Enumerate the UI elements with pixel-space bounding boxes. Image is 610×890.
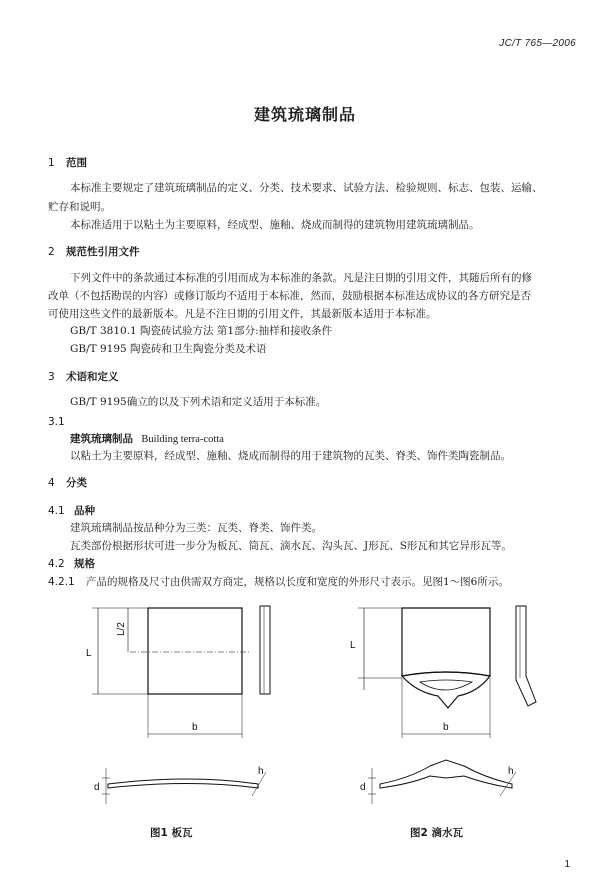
figure-2-drip-tile-drawing: [340, 598, 570, 828]
subsection-4-2-1-text: 产品的规格及尺寸由供需双方商定，规格以长度和宽度的外形尺寸表示。见图1～图6所示。: [86, 576, 509, 588]
reference-gbt-3810-1: GB/T 3810.1 陶瓷砖试验方法 第1部分:抽样和接收条件: [70, 325, 333, 337]
fig2-drip-inner: [420, 680, 472, 690]
figure-1-caption: 图1 板瓦: [150, 827, 193, 839]
fig1-tile-outline: [148, 608, 242, 694]
section-1-number: 1: [48, 157, 55, 169]
reference-gbt-9195: GB/T 9195 陶瓷砖和卫生陶瓷分类及术语: [70, 343, 267, 355]
fig2-label-h: h: [508, 766, 514, 777]
term-cn: 建筑琉璃制品: [70, 433, 133, 445]
subsection-4-1-heading: 品种: [74, 505, 95, 517]
section-4-heading: 分类: [66, 477, 87, 489]
subsection-3-1-number: 3.1: [48, 416, 65, 428]
subsection-4-2-1-number: 4.2.1: [48, 576, 75, 588]
section-3-number: 3: [48, 371, 55, 383]
fig1-label-h: h: [258, 766, 264, 777]
figure-1-plain-tile-drawing: [80, 598, 310, 828]
section-3-para1: GB/T 9195确立的以及下列术语和定义适用于本标准。: [70, 396, 327, 408]
subsection-4-1-para1: 建筑琉璃制品按品种分为三类：瓦类、脊类、饰件类。: [70, 522, 322, 534]
fig1-cross-section: [108, 779, 258, 788]
term-definition: 以粘土为主要原料，经成型、施釉、烧成而制得的用于建筑物的瓦类、脊类、饰件类陶瓷制品。: [70, 450, 511, 462]
subsection-4-2-number: 4.2: [48, 558, 65, 570]
fig1-side-view: [260, 606, 270, 694]
section-1-heading: 范围: [66, 157, 87, 169]
term-en: Building terra-cotta: [141, 434, 224, 445]
section-1-para1-line1: 本标准主要规定了建筑琉璃制品的定义、分类、技术要求、试验方法、检验规则、标志、包装、运输、: [70, 182, 543, 194]
section-2-heading: 规范性引用文件: [66, 246, 140, 258]
section-2-para1-line2: 改单（不包括勘误的内容）或修订版均不适用于本标准，然而，鼓励根据本标准达成协议的各方研究是否: [48, 290, 531, 302]
term-line: [70, 432, 224, 447]
fig2-label-L: L: [350, 640, 356, 651]
section-2-para1-line3: 可使用这些文件的最新版本。凡是不注日期的引用文件，其最新版本适用于本标准。: [48, 308, 437, 320]
section-1-para2: 本标准适用于以粘土为主要原料，经成型、施釉、烧成而制得的建筑物用建筑琉璃制品。: [70, 219, 480, 231]
fig1-label-L: L: [86, 648, 92, 659]
fig1-label-b: b: [192, 722, 198, 733]
section-4-number: 4: [48, 477, 55, 489]
section-2-number: 2: [48, 246, 55, 258]
fig1-label-L2: L/2: [116, 622, 127, 636]
standard-code: JC/T 765—2006: [499, 38, 576, 49]
figure-2-caption: 图2 滴水瓦: [410, 827, 463, 839]
fig1-label-d: d: [94, 782, 100, 793]
subsection-4-1-number: 4.1: [48, 505, 65, 517]
subsection-4-2-heading: 规格: [74, 558, 95, 570]
fig2-side-view: [516, 606, 536, 706]
fig2-label-b: b: [443, 722, 449, 733]
section-3-heading: 术语和定义: [66, 371, 119, 383]
section-1-para1-line2: 贮存和说明。: [48, 201, 111, 213]
fig2-cross-section: [380, 760, 512, 788]
document-title: 建筑琉璃制品: [253, 105, 356, 124]
page-number: 1: [564, 859, 570, 870]
fig2-tile-outline: [402, 608, 490, 676]
subsection-4-1-para2: 瓦类部份根据形状可进一步分为板瓦、筒瓦、滴水瓦、沟头瓦、J形瓦、S形瓦和其它异形瓦等。: [70, 540, 512, 552]
fig2-label-d: d: [360, 782, 366, 793]
section-2-para1-line1: 下列文件中的条款通过本标准的引用而成为本标准的条款。凡是注日期的引用文件，其随后所有的修: [70, 272, 532, 284]
